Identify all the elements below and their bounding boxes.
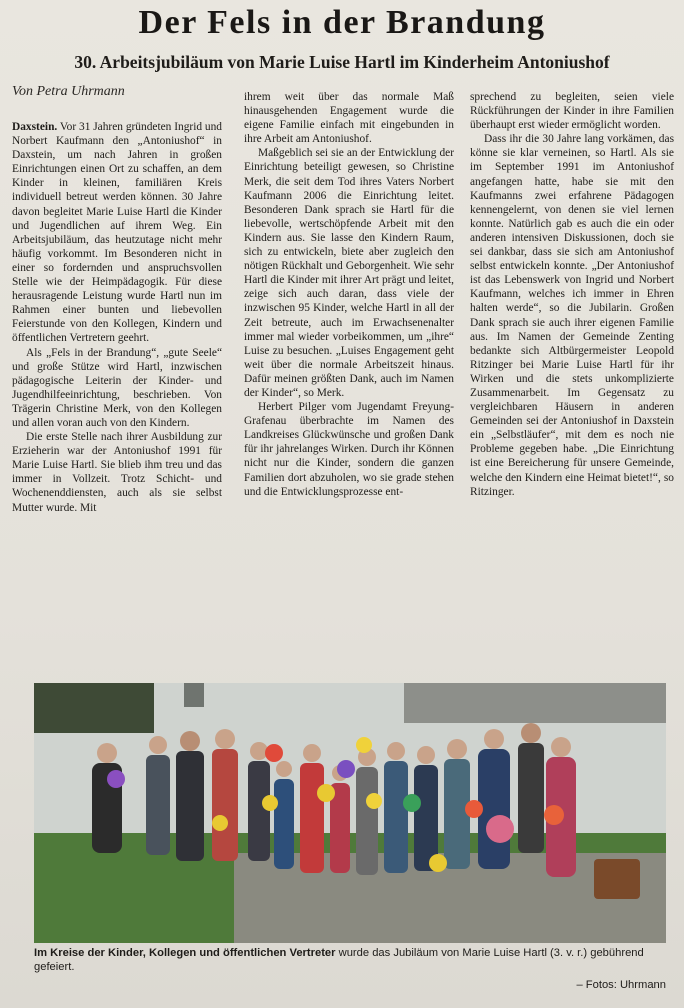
paragraph-text: Als „Fels in der Brandung“, „gute Seele“ und große Stütze wird Hartl, inzwischen pädagogische Leiterin der Kinder- und Jugendhilfeeinrichtung, beschrieben. Von Trägerin Christine Merk, von den Kollegen und allen voran auch von den Kindern. [12,346,222,429]
paragraph [244,400,454,499]
group-photo [34,683,666,943]
paragraph-text: Die erste Stelle nach ihrer Ausbildung zur Erzieherin war der Antoniushof 1991 für Marie Luise Hartl. Sie blieb ihm treu und das immer in Vollzeit. Trotz Schicht- und Wochenenddiensten, auch als sie selbst Mutter wurde. Mit [12,431,222,514]
paragraph [12,120,222,346]
paragraph-text: sprechend zu begleiten, seien viele Rückführungen der Kinder in ihre Familien überhaupt erst wieder ermöglicht worden. [470,91,674,132]
paragraph [244,90,454,146]
balcony [34,683,154,733]
bench [594,859,640,899]
paragraph-text: Maßgeblich sei sie an der Entwicklung der Einrichtung beteiligt gewesen, so Christine Merk, die seit dem Tod ihres Vaters Norbert Kaufmann 2006 die Einrichtung leitet. Besonderen Dank sprach sie Hartl für die liebevolle, wertschöpfende Arbeit mit den Kindern aus. Sie lasse den Kindern Raum, sich zu entwickeln, biete aber zugleich den nötigen Rückhalt und Geborgenheit. Wie sehr Hartl die Kinder mit ihrer Art prägt und leitet, zeige sich auch daran, dass viele der inzwischen 95 Kinder, welche Hartl in all der Zeit betreute, auch im Erwachsenenalter immer mal wieder vorbeikommen, um „ihre“ Luise zu besuchen. „Luises Engagement geht weit über die normale Arbeitszeit hinaus. Dafür meinen größten Dank, auch im Namen der Kinder“, so Merk. [244,147,454,399]
byline: Von Petra Uhrmann [12,84,125,99]
paragraph [12,430,222,515]
caption-lead: Im Kreise der Kinder, Kollegen und öffentlichen Vertreter [34,947,336,959]
article-column-2 [244,90,454,499]
article-column-1 [12,120,222,515]
group-photo-illustration [34,683,666,943]
roof-overhang [404,683,666,723]
flower-bouquet [486,815,514,843]
paragraph-text: Herbert Pilger vom Jugendamt Freyung-Grafenau überbrachte im Namen des Landkreises Glückwünsche und großen Dank für ihr jahrelanges Wirken. Durch ihr Können nicht nur die Kinder, sondern die ganzen Familien dort abzuholen, wo sie grade stehen und die Entwicklungsprozesse ent- [244,401,454,498]
paragraph-text: Dass ihr die 30 Jahre lang vorkämen, das könne sie klar verneinen, so Hartl. Als sie im September 1991 im Antoniushof angefangen hatte, habe sie mit den Kaufmanns zwei erfahrene Pädagogen kennengelernt, von denen sie viel lernen konnte. Natürlich gab es auch die ein oder anderen intensiven Diskussionen, doch sie sei dankbar, dass sie sich am Antoniushof selbst entwickeln konnte. „Der Antoniushof ist das Lebenswerk von Ingrid und Norbert Kaufmann, welches ich immer in Ehren halten werde“, so die Jubilarin. Großen Dank sprach sie auch ihrer eigenen Familie aus. Im Namen der Gemeinde Zenting bedankte sich Altbürgermeister Leopold Ritzinger bei Marie Luise Hartl für ihr Wirken und die stets unkomplizierte Zusammenarbeit. Im Gegensatz zu vergleichbaren Häusern in anderen Gemeinden sei der Antoniushof in Daxstein ein „Selbstläufer“, mit dem es noch nie Probleme gegeben habe. „Die Einrichtung ist eine Bereicherung für unsere Gemeinde, welche den Kindern eine Heimat bietet!“, so Ritzinger. [470,133,674,498]
headline: Der Fels in der Brandung [138,4,546,41]
dateline: Daxstein. [12,121,58,133]
paragraph-text: ihrem weit über das normale Maß hinausgehenden Engagement wurde die eigene Familie einfach mit eingebunden in ihre Arbeit am Antoniushof. [244,91,454,146]
paragraph [470,132,674,498]
photo-caption [34,946,668,974]
caption-text: wurde das Jubiläum von Marie Luise Hartl (3. v. r.) gebührend gefeiert. [34,947,644,973]
paragraph-text: Vor 31 Jahren gründeten Ingrid und Norbert Kaufmann den „Antoniushof“ in Daxstein, um nach Jahren in großen Einrichtungen einen Ort zu schaffen, an dem Kinder in kleinen, familiären Kreis individuell betreut werden können. 30 Jahre davon begleitet Marie Luise Hartl die Kinder und Jugendlichen auf ihrem Weg. Ein Arbeitsjubiläum, das heutzutage nicht mehr häufig vorkommt. Im Besonderen nicht in einer so fordernden und anspruchsvollen Stelle wie der Heimpädagogik. Für diese herausragende Leistung wurde Hartl nun im Rahmen einer bunten und liebevollen Feierstunde von den Kollegen, Kindern und öffentlichen Vertretern geehrt. [12,121,222,345]
photo-credit: – Fotos: Uhrmann [576,979,666,991]
subheadline: 30. Arbeitsjubiläum von Marie Luise Hartl im Kinderheim Antoniushof [74,52,610,72]
paragraph [470,90,674,132]
window [184,683,204,707]
article-column-3 [470,90,674,499]
paragraph [12,346,222,431]
paragraph [244,146,454,400]
